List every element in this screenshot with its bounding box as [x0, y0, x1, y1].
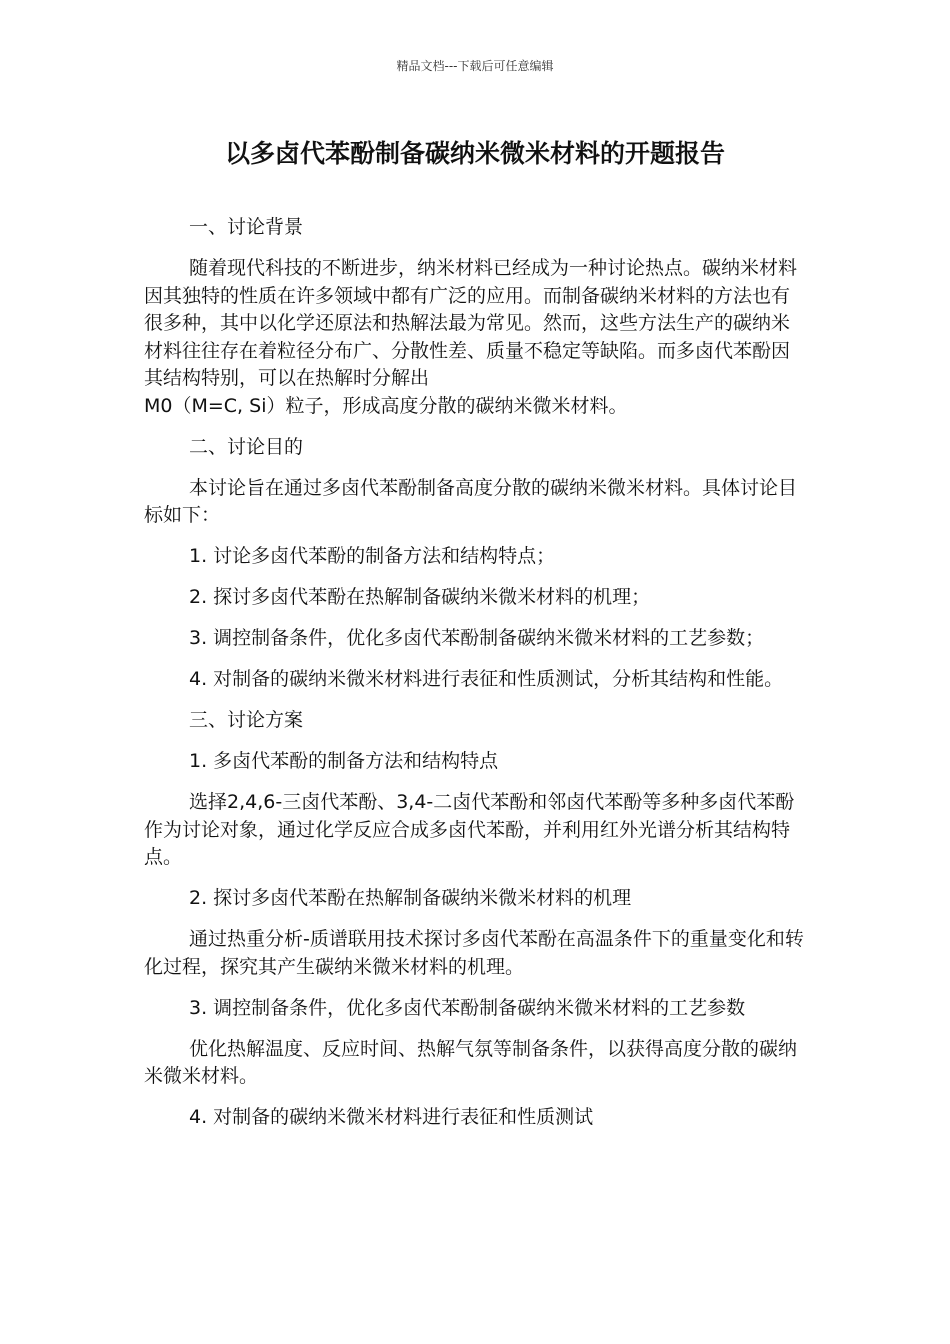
plan-heading-2: 2. 探讨多卤代苯酚在热解制备碳纳米微米材料的机理: [189, 887, 632, 909]
section-heading-background: 一、讨论背景: [189, 216, 304, 238]
section-heading-purpose: 二、讨论目的: [189, 435, 304, 458]
plan-paragraph-2: 通过热重分析-质谱联用技术探讨多卤代苯酚在高温条件下的重量变化和转化过程，探究其产生碳纳米微米材料的机理。: [144, 928, 804, 978]
plan-heading-1: 1. 多卤代苯酚的制备方法和结构特点: [189, 750, 499, 772]
purpose-item-4: 4. 对制备的碳纳米微米材料进行表征和性质测试，分析其结构和性能。: [189, 668, 784, 690]
purpose-item-3: 3. 调控制备条件，优化多卤代苯酚制备碳纳米微米材料的工艺参数；: [189, 627, 765, 649]
section-heading-plan: 三、讨论方案: [189, 709, 304, 731]
plan-heading-4: 4. 对制备的碳纳米微米材料进行表征和性质测试: [189, 1106, 594, 1128]
plan-heading-3: 3. 调控制备条件，优化多卤代苯酚制备碳纳米微米材料的工艺参数: [189, 996, 746, 1019]
document-title: 以多卤代苯酚制备碳纳米微米材料的开题报告: [224, 139, 725, 168]
plan-paragraph-1: 选择2,4,6-三卤代苯酚、3,4-二卤代苯酚和邻卤代苯酚等多种多卤代苯酚作为讨论对象，通过化学反应合成多卤代苯酚，并利用红外光谱分析其结构特点。: [144, 791, 795, 868]
header-note: 精品文档---下载后可任意编辑: [396, 59, 554, 73]
paragraph-background: [144, 255, 808, 393]
purpose-item-1: 1. 讨论多卤代苯酚的制备方法和结构特点；: [189, 545, 556, 567]
paragraph-purpose: 本讨论旨在通过多卤代苯酚制备高度分散的碳纳米微米材料。具体讨论目标如下：: [144, 476, 798, 526]
purpose-item-2: 2. 探讨多卤代苯酚在热解制备碳纳米微米材料的机理；: [189, 586, 651, 608]
paragraph-background-tail: M0（M=C, Si）粒子，形成高度分散的碳纳米微米材料。: [144, 394, 628, 417]
plan-paragraph-3: 优化热解温度、反应时间、热解气氛等制备条件，以获得高度分散的碳纳米微米材料。: [144, 1037, 798, 1087]
paragraph-background-text: 随着现代科技的不断进步，纳米材料已经成为一种讨论热点。碳纳米材料因其独特的性质在许多领域中都有广泛的应用。而制备碳纳米材料的方法也有很多种，其中以化学还原法和热解法最为常见。然而，这些方法生产的碳纳米材料往往存在着粒径分布广、分散性差、质量不稳定等缺陷。而多卤代苯酚因其结构特别，可以在热解时分解出: [144, 257, 798, 389]
document-body: [144, 214, 808, 1145]
